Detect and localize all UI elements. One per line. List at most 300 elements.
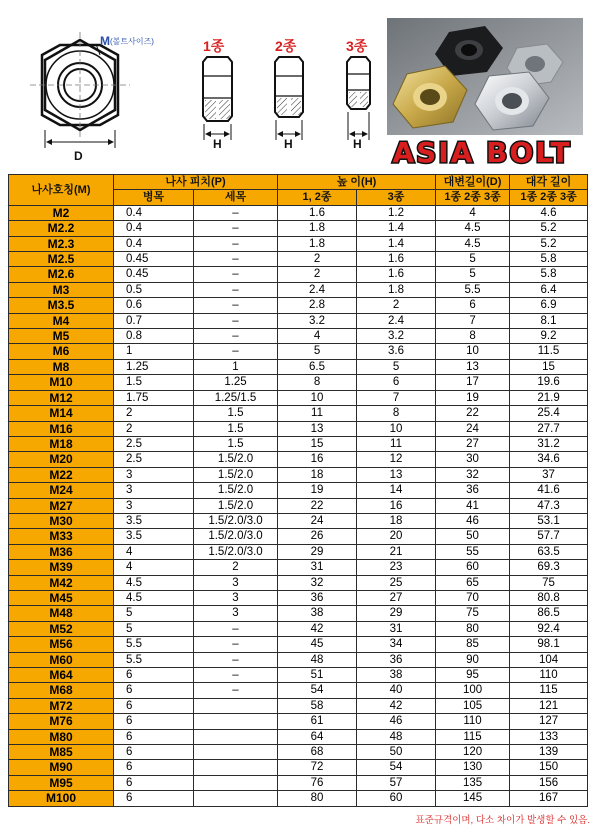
cell-across-corners: 15 — [510, 359, 588, 374]
hex-nut-top-view — [30, 32, 130, 148]
cell-pitch-coarse: 0.8 — [114, 329, 194, 344]
cell-pitch-fine: – — [194, 282, 278, 297]
table-row — [9, 637, 588, 652]
table-row — [9, 714, 588, 729]
cell-across-flats: 27 — [436, 436, 510, 451]
col-header-pitch-fine: 세목 — [194, 190, 278, 205]
cell-pitch-fine: – — [194, 652, 278, 667]
type2-label: 2종 — [275, 38, 297, 54]
cell-height-12: 72 — [278, 760, 357, 775]
cell-across-corners: 69.3 — [510, 560, 588, 575]
cell-size: M80 — [9, 729, 114, 744]
col-header-pitch: 나사 피치(P) — [114, 175, 278, 190]
cell-pitch-fine: 1.5/2.0 — [194, 467, 278, 482]
cell-across-flats: 120 — [436, 745, 510, 760]
cell-height-3: 31 — [357, 621, 436, 636]
table-row — [9, 560, 588, 575]
cell-across-flats: 30 — [436, 452, 510, 467]
cell-height-12: 16 — [278, 452, 357, 467]
cell-across-corners: 8.1 — [510, 313, 588, 328]
table-row — [9, 575, 588, 590]
cell-height-3: 13 — [357, 467, 436, 482]
cell-pitch-fine — [194, 714, 278, 729]
cell-height-3: 3.6 — [357, 344, 436, 359]
cell-height-12: 2 — [278, 267, 357, 282]
nut-dimension-diagram — [0, 0, 385, 170]
cell-pitch-fine: 2 — [194, 560, 278, 575]
cell-across-flats: 5.5 — [436, 282, 510, 297]
cell-pitch-fine: – — [194, 329, 278, 344]
cell-height-3: 11 — [357, 436, 436, 451]
cell-size: M2.5 — [9, 252, 114, 267]
cell-size: M3 — [9, 282, 114, 297]
cell-across-corners: 115 — [510, 683, 588, 698]
cell-height-12: 5 — [278, 344, 357, 359]
cell-pitch-coarse: 3.5 — [114, 529, 194, 544]
cell-height-3: 5 — [357, 359, 436, 374]
cell-pitch-fine: 1.5 — [194, 406, 278, 421]
type1-h-label: H — [213, 137, 222, 151]
type3-label: 3종 — [346, 38, 368, 54]
cell-size: M16 — [9, 421, 114, 436]
table-row — [9, 452, 588, 467]
cell-size: M68 — [9, 683, 114, 698]
cell-size: M10 — [9, 375, 114, 390]
cell-pitch-fine: – — [194, 236, 278, 251]
cell-across-flats: 80 — [436, 621, 510, 636]
cell-height-12: 24 — [278, 513, 357, 528]
cell-across-corners: 11.5 — [510, 344, 588, 359]
cell-height-3: 20 — [357, 529, 436, 544]
cell-size: M64 — [9, 668, 114, 683]
cell-across-flats: 55 — [436, 544, 510, 559]
table-row — [9, 313, 588, 328]
cell-across-corners: 110 — [510, 668, 588, 683]
cell-across-corners: 5.2 — [510, 221, 588, 236]
cell-height-3: 46 — [357, 714, 436, 729]
cell-size: M22 — [9, 467, 114, 482]
cell-across-flats: 10 — [436, 344, 510, 359]
cell-pitch-fine: 1.5/2.0/3.0 — [194, 544, 278, 559]
cell-size: M42 — [9, 575, 114, 590]
cell-pitch-fine: 3 — [194, 575, 278, 590]
table-row — [9, 252, 588, 267]
cell-height-3: 16 — [357, 498, 436, 513]
cell-across-corners: 6.9 — [510, 298, 588, 313]
cell-pitch-fine: 1.5 — [194, 436, 278, 451]
cell-size: M60 — [9, 652, 114, 667]
cell-size: M100 — [9, 791, 114, 806]
cell-across-corners: 127 — [510, 714, 588, 729]
cell-height-3: 38 — [357, 668, 436, 683]
cell-pitch-fine: – — [194, 313, 278, 328]
table-row — [9, 221, 588, 236]
cell-across-corners: 5.8 — [510, 267, 588, 282]
cell-across-corners: 167 — [510, 791, 588, 806]
cell-pitch-coarse: 3 — [114, 467, 194, 482]
hex-nuts-photo — [387, 18, 583, 135]
col-header-height-3: 3종 — [357, 190, 436, 205]
cell-height-12: 1.6 — [278, 205, 357, 220]
cell-across-flats: 41 — [436, 498, 510, 513]
cell-size: M2.2 — [9, 221, 114, 236]
cell-across-flats: 7 — [436, 313, 510, 328]
cell-across-corners: 31.2 — [510, 436, 588, 451]
col-header-across-corners: 대각 길이 — [510, 175, 588, 190]
cell-pitch-coarse: 6 — [114, 683, 194, 698]
cell-pitch-fine: – — [194, 221, 278, 236]
cell-pitch-coarse: 4.5 — [114, 590, 194, 605]
cell-height-12: 68 — [278, 745, 357, 760]
cell-size: M45 — [9, 590, 114, 605]
cell-across-corners: 25.4 — [510, 406, 588, 421]
cell-pitch-coarse: 6 — [114, 698, 194, 713]
cell-across-corners: 34.6 — [510, 452, 588, 467]
cell-across-corners: 4.6 — [510, 205, 588, 220]
cell-across-corners: 57.7 — [510, 529, 588, 544]
brand-logo — [380, 132, 585, 170]
table-row — [9, 375, 588, 390]
cell-pitch-coarse: 4 — [114, 560, 194, 575]
cell-size: M36 — [9, 544, 114, 559]
cell-height-12: 8 — [278, 375, 357, 390]
cell-pitch-coarse: 3.5 — [114, 513, 194, 528]
cell-height-3: 27 — [357, 590, 436, 605]
cell-across-flats: 36 — [436, 483, 510, 498]
cell-across-flats: 70 — [436, 590, 510, 605]
cell-pitch-coarse: 6 — [114, 729, 194, 744]
cell-across-flats: 95 — [436, 668, 510, 683]
cell-pitch-coarse: 1 — [114, 344, 194, 359]
cell-across-flats: 4.5 — [436, 236, 510, 251]
table-row — [9, 606, 588, 621]
cell-across-flats: 75 — [436, 606, 510, 621]
cell-pitch-coarse: 1.5 — [114, 375, 194, 390]
cell-pitch-coarse: 4.5 — [114, 575, 194, 590]
cell-across-corners: 63.5 — [510, 544, 588, 559]
cell-pitch-coarse: 0.45 — [114, 252, 194, 267]
cell-across-flats: 19 — [436, 390, 510, 405]
cell-across-corners: 19.6 — [510, 375, 588, 390]
cell-across-corners: 98.1 — [510, 637, 588, 652]
cell-height-12: 36 — [278, 590, 357, 605]
cell-pitch-coarse: 2.5 — [114, 452, 194, 467]
cell-pitch-coarse: 0.4 — [114, 236, 194, 251]
cell-height-3: 54 — [357, 760, 436, 775]
cell-across-corners: 47.3 — [510, 498, 588, 513]
table-row — [9, 668, 588, 683]
cell-pitch-fine: – — [194, 267, 278, 282]
cell-height-3: 25 — [357, 575, 436, 590]
cell-across-corners: 104 — [510, 652, 588, 667]
cell-pitch-fine: 1.5/2.0/3.0 — [194, 513, 278, 528]
cell-size: M95 — [9, 775, 114, 790]
cell-pitch-coarse: 3 — [114, 483, 194, 498]
brand-text: ASIA BOLT — [392, 136, 572, 169]
cell-height-12: 13 — [278, 421, 357, 436]
cell-height-12: 80 — [278, 791, 357, 806]
cell-pitch-fine: – — [194, 621, 278, 636]
cell-height-12: 64 — [278, 729, 357, 744]
cell-across-corners: 80.8 — [510, 590, 588, 605]
cell-height-12: 3.2 — [278, 313, 357, 328]
cell-across-flats: 85 — [436, 637, 510, 652]
cell-size: M14 — [9, 406, 114, 421]
cell-size: M56 — [9, 637, 114, 652]
cell-pitch-coarse: 3 — [114, 498, 194, 513]
cell-pitch-fine: 1 — [194, 359, 278, 374]
cell-height-12: 58 — [278, 698, 357, 713]
cell-height-12: 29 — [278, 544, 357, 559]
cell-height-3: 21 — [357, 544, 436, 559]
cell-size: M72 — [9, 698, 114, 713]
cell-pitch-coarse: 0.45 — [114, 267, 194, 282]
cell-height-12: 1.8 — [278, 236, 357, 251]
cell-size: M30 — [9, 513, 114, 528]
cell-size: M12 — [9, 390, 114, 405]
cell-height-3: 60 — [357, 791, 436, 806]
cell-pitch-fine — [194, 729, 278, 744]
cell-height-12: 19 — [278, 483, 357, 498]
cell-size: M2.3 — [9, 236, 114, 251]
cell-height-3: 10 — [357, 421, 436, 436]
cell-across-flats: 110 — [436, 714, 510, 729]
cell-across-flats: 32 — [436, 467, 510, 482]
cell-height-3: 1.2 — [357, 205, 436, 220]
cell-height-3: 48 — [357, 729, 436, 744]
cell-across-corners: 139 — [510, 745, 588, 760]
col-header-across-flats-types: 1종 2종 3종 — [436, 190, 510, 205]
cell-across-flats: 17 — [436, 375, 510, 390]
cell-pitch-coarse: 1.25 — [114, 359, 194, 374]
cell-size: M52 — [9, 621, 114, 636]
table-row — [9, 529, 588, 544]
cell-pitch-fine: 1.5/2.0 — [194, 452, 278, 467]
table-row — [9, 436, 588, 451]
cell-pitch-coarse: 0.6 — [114, 298, 194, 313]
cell-across-flats: 100 — [436, 683, 510, 698]
cell-size: M2.6 — [9, 267, 114, 282]
cell-pitch-fine — [194, 791, 278, 806]
cell-size: M3.5 — [9, 298, 114, 313]
type1-label: 1종 — [203, 38, 225, 54]
cell-pitch-coarse: 0.4 — [114, 205, 194, 220]
type2-side-view — [275, 57, 303, 140]
cell-size: M24 — [9, 483, 114, 498]
cell-pitch-fine: – — [194, 252, 278, 267]
cell-height-12: 18 — [278, 467, 357, 482]
cell-pitch-fine: 3 — [194, 590, 278, 605]
cell-height-12: 45 — [278, 637, 357, 652]
cell-height-3: 14 — [357, 483, 436, 498]
cell-pitch-coarse: 1.75 — [114, 390, 194, 405]
cell-pitch-fine: 1.5/2.0/3.0 — [194, 529, 278, 544]
table-row — [9, 344, 588, 359]
table-row — [9, 282, 588, 297]
cell-pitch-coarse: 5 — [114, 606, 194, 621]
cell-pitch-coarse: 2.5 — [114, 436, 194, 451]
cell-pitch-fine: – — [194, 205, 278, 220]
cell-height-3: 1.6 — [357, 252, 436, 267]
col-header-pitch-coarse: 병목 — [114, 190, 194, 205]
cell-across-corners: 121 — [510, 698, 588, 713]
table-row — [9, 467, 588, 482]
cell-across-flats: 145 — [436, 791, 510, 806]
cell-height-3: 50 — [357, 745, 436, 760]
cell-pitch-coarse: 6 — [114, 760, 194, 775]
cell-pitch-coarse: 6 — [114, 775, 194, 790]
cell-height-12: 38 — [278, 606, 357, 621]
cell-across-flats: 8 — [436, 329, 510, 344]
table-row — [9, 745, 588, 760]
table-row — [9, 483, 588, 498]
cell-height-12: 31 — [278, 560, 357, 575]
cell-across-flats: 6 — [436, 298, 510, 313]
cell-height-12: 61 — [278, 714, 357, 729]
cell-height-12: 15 — [278, 436, 357, 451]
cell-across-corners: 37 — [510, 467, 588, 482]
cell-height-3: 23 — [357, 560, 436, 575]
cell-height-12: 42 — [278, 621, 357, 636]
cell-across-flats: 105 — [436, 698, 510, 713]
type2-h-label: H — [284, 137, 293, 151]
table-row — [9, 267, 588, 282]
cell-across-flats: 60 — [436, 560, 510, 575]
cell-height-3: 18 — [357, 513, 436, 528]
cell-across-corners: 5.8 — [510, 252, 588, 267]
cell-height-3: 36 — [357, 652, 436, 667]
table-row — [9, 683, 588, 698]
hex-nut-spec-table — [8, 174, 588, 807]
cell-size: M27 — [9, 498, 114, 513]
cell-height-3: 8 — [357, 406, 436, 421]
footnote: 표준규격이며, 다소 차이가 발생할 수 있음. — [415, 815, 590, 826]
table-row — [9, 390, 588, 405]
cell-height-12: 26 — [278, 529, 357, 544]
cell-across-corners: 21.9 — [510, 390, 588, 405]
cell-pitch-coarse: 0.5 — [114, 282, 194, 297]
cell-pitch-coarse: 6 — [114, 745, 194, 760]
cell-height-12: 1.8 — [278, 221, 357, 236]
table-row — [9, 729, 588, 744]
cell-across-corners: 86.5 — [510, 606, 588, 621]
cell-pitch-fine — [194, 745, 278, 760]
cell-pitch-fine — [194, 775, 278, 790]
cell-across-corners: 5.2 — [510, 236, 588, 251]
cell-height-3: 1.6 — [357, 267, 436, 282]
cell-size: M18 — [9, 436, 114, 451]
table-row — [9, 359, 588, 374]
cell-pitch-fine: 1.25 — [194, 375, 278, 390]
cell-pitch-fine — [194, 698, 278, 713]
cell-height-12: 54 — [278, 683, 357, 698]
table-row — [9, 329, 588, 344]
cell-across-corners: 9.2 — [510, 329, 588, 344]
cell-across-flats: 4.5 — [436, 221, 510, 236]
cell-size: M2 — [9, 205, 114, 220]
cell-pitch-fine — [194, 760, 278, 775]
cell-height-3: 6 — [357, 375, 436, 390]
cell-pitch-fine: – — [194, 683, 278, 698]
cell-pitch-coarse: 5.5 — [114, 652, 194, 667]
cell-height-12: 6.5 — [278, 359, 357, 374]
cell-height-3: 1.4 — [357, 236, 436, 251]
table-header-row — [9, 175, 588, 190]
cell-height-12: 4 — [278, 329, 357, 344]
cell-pitch-fine: 1.5 — [194, 421, 278, 436]
table-row — [9, 698, 588, 713]
cell-size: M48 — [9, 606, 114, 621]
cell-height-3: 3.2 — [357, 329, 436, 344]
cell-pitch-fine: – — [194, 298, 278, 313]
cell-across-flats: 24 — [436, 421, 510, 436]
cell-across-flats: 13 — [436, 359, 510, 374]
cell-size: M6 — [9, 344, 114, 359]
cell-across-corners: 53.1 — [510, 513, 588, 528]
cell-size: M4 — [9, 313, 114, 328]
table-row — [9, 421, 588, 436]
cell-across-corners: 133 — [510, 729, 588, 744]
cell-pitch-coarse: 6 — [114, 668, 194, 683]
cell-height-12: 2 — [278, 252, 357, 267]
cell-height-3: 34 — [357, 637, 436, 652]
cell-pitch-coarse: 5 — [114, 621, 194, 636]
cell-across-corners: 156 — [510, 775, 588, 790]
table-row — [9, 205, 588, 220]
table-row — [9, 775, 588, 790]
cell-height-3: 40 — [357, 683, 436, 698]
table-row — [9, 498, 588, 513]
cell-across-corners: 92.4 — [510, 621, 588, 636]
cell-pitch-coarse: 0.7 — [114, 313, 194, 328]
cell-across-flats: 135 — [436, 775, 510, 790]
cell-height-12: 48 — [278, 652, 357, 667]
col-header-size: 나사호칭(M) — [9, 175, 114, 206]
cell-pitch-coarse: 6 — [114, 714, 194, 729]
cell-size: M76 — [9, 714, 114, 729]
cell-height-3: 42 — [357, 698, 436, 713]
cell-size: M20 — [9, 452, 114, 467]
table-row — [9, 298, 588, 313]
cell-across-corners: 150 — [510, 760, 588, 775]
type1-side-view — [203, 57, 232, 140]
cell-height-3: 12 — [357, 452, 436, 467]
cell-height-3: 2 — [357, 298, 436, 313]
cell-height-12: 2.8 — [278, 298, 357, 313]
cell-pitch-coarse: 4 — [114, 544, 194, 559]
table-row — [9, 791, 588, 806]
table-row — [9, 590, 588, 605]
cell-pitch-coarse: 0.4 — [114, 221, 194, 236]
cell-size: M90 — [9, 760, 114, 775]
cell-size: M8 — [9, 359, 114, 374]
table-row — [9, 236, 588, 251]
cell-across-flats: 5 — [436, 252, 510, 267]
cell-height-12: 2.4 — [278, 282, 357, 297]
cell-height-3: 1.4 — [357, 221, 436, 236]
cell-across-flats: 115 — [436, 729, 510, 744]
cell-size: M39 — [9, 560, 114, 575]
cell-across-corners: 27.7 — [510, 421, 588, 436]
cell-height-3: 2.4 — [357, 313, 436, 328]
cell-height-12: 10 — [278, 390, 357, 405]
cell-across-flats: 46 — [436, 513, 510, 528]
cell-across-corners: 41.6 — [510, 483, 588, 498]
cell-size: M5 — [9, 329, 114, 344]
cell-pitch-fine: 1.5/2.0 — [194, 483, 278, 498]
cell-across-flats: 22 — [436, 406, 510, 421]
cell-pitch-coarse: 5.5 — [114, 637, 194, 652]
